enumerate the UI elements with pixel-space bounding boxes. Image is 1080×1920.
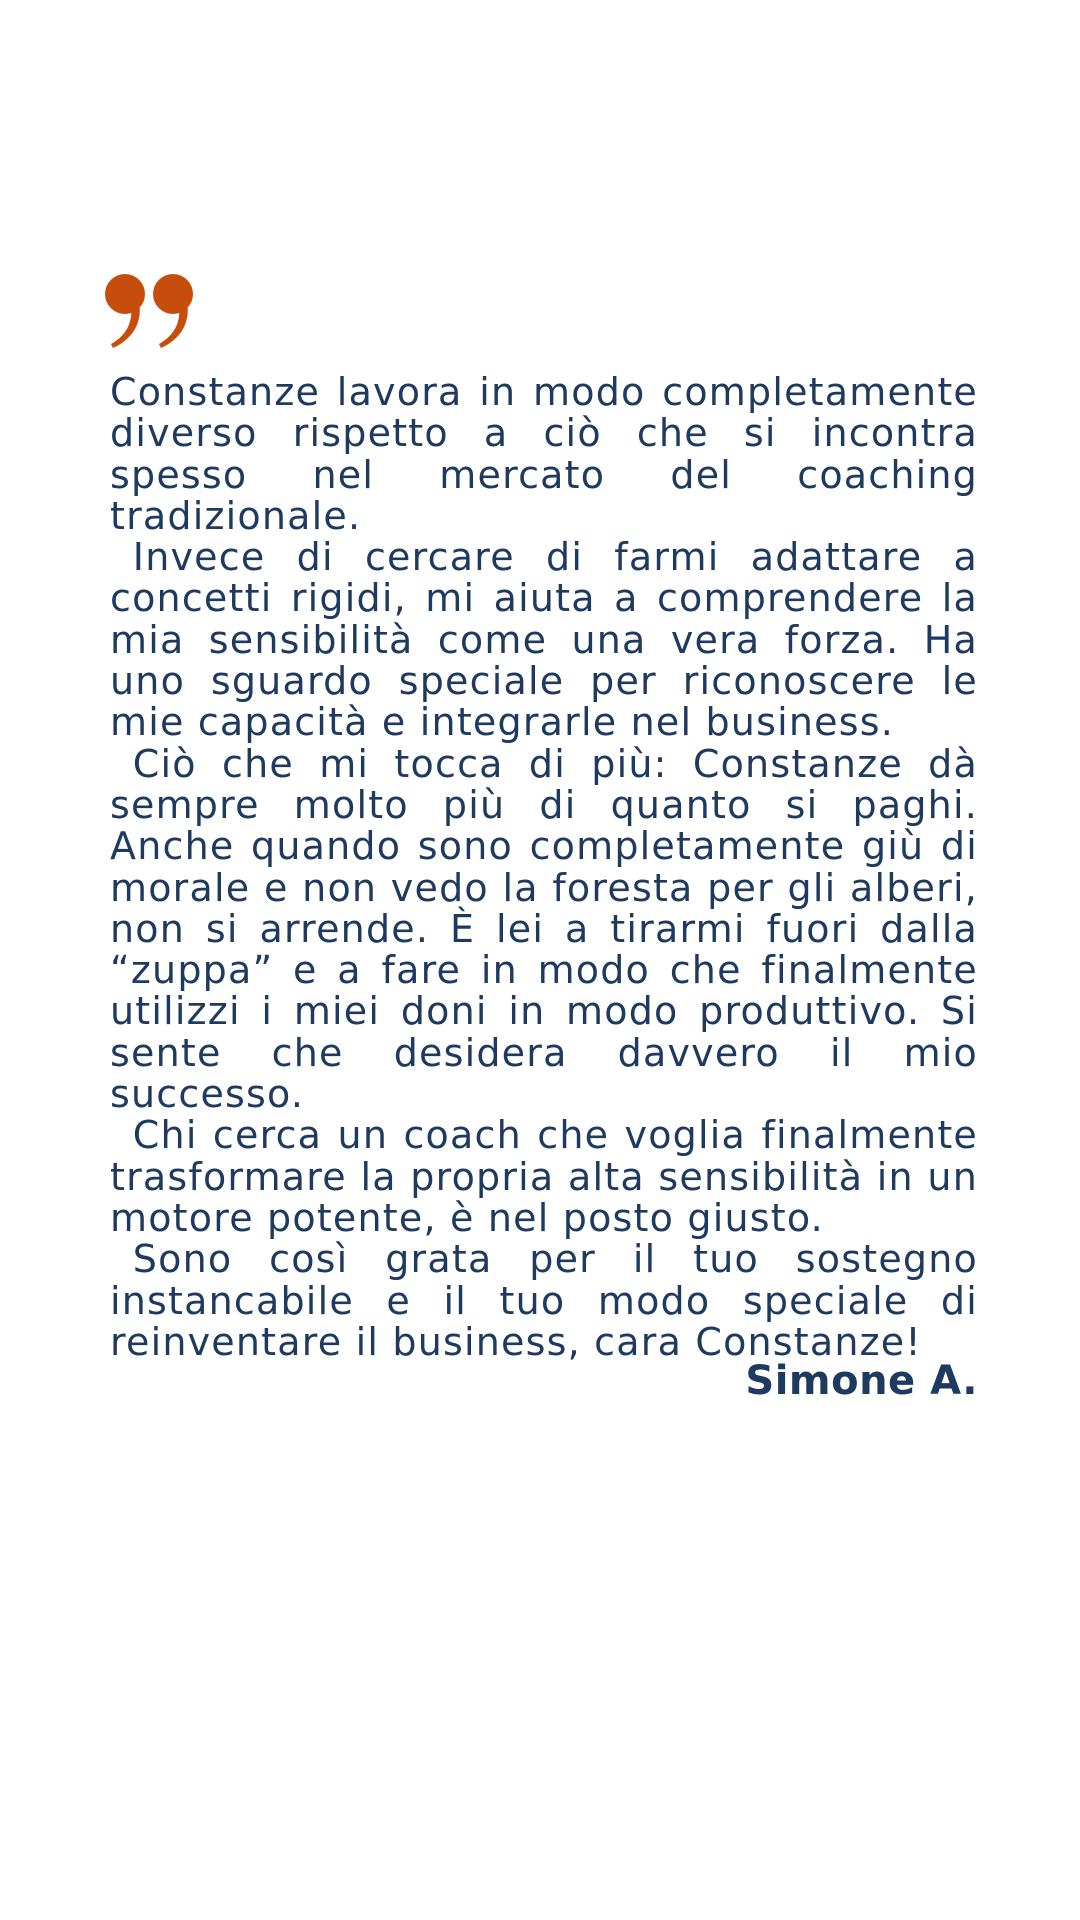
testimonial-text <box>110 372 978 1363</box>
testimonial-paragraph: Ciò che mi tocca di più: Constanze dà sempre molto più di quanto si paghi. Anche quando sono completamente giù di morale e non vedo la foresta per gli alberi, non si arrende. È lei a tirarmi fuori dalla “zuppa” e a fare in modo che finalmente utilizzi i miei doni in modo produttivo. Si sente che desidera davvero il mio successo. <box>110 741 978 1117</box>
closing-quote-icon <box>103 272 199 348</box>
testimonial-paragraph: Invece di cercare di farmi adattare a concetti rigidi, mi aiuta a comprendere la mia sensibilità come una vera forza. Ha uno sguardo speciale per riconoscere le mie capacità e integrarle nel business. <box>110 535 978 745</box>
testimonial-paragraph: Constanze lavora in modo completamente diverso rispetto a ciò che si incontra spesso nel mercato del coaching tradizionale. <box>110 370 978 538</box>
testimonial-paragraph: Sono così grata per il tuo sostegno instancabile e il tuo modo speciale di reinventare il business, cara Constanze! <box>110 1237 978 1364</box>
testimonial-paragraph: Chi cerca un coach che voglia finalmente trasformare la propria alta sensibilità in un motore potente, è nel posto giusto. <box>110 1113 978 1240</box>
testimonial-author: Simone A. <box>745 1358 978 1404</box>
